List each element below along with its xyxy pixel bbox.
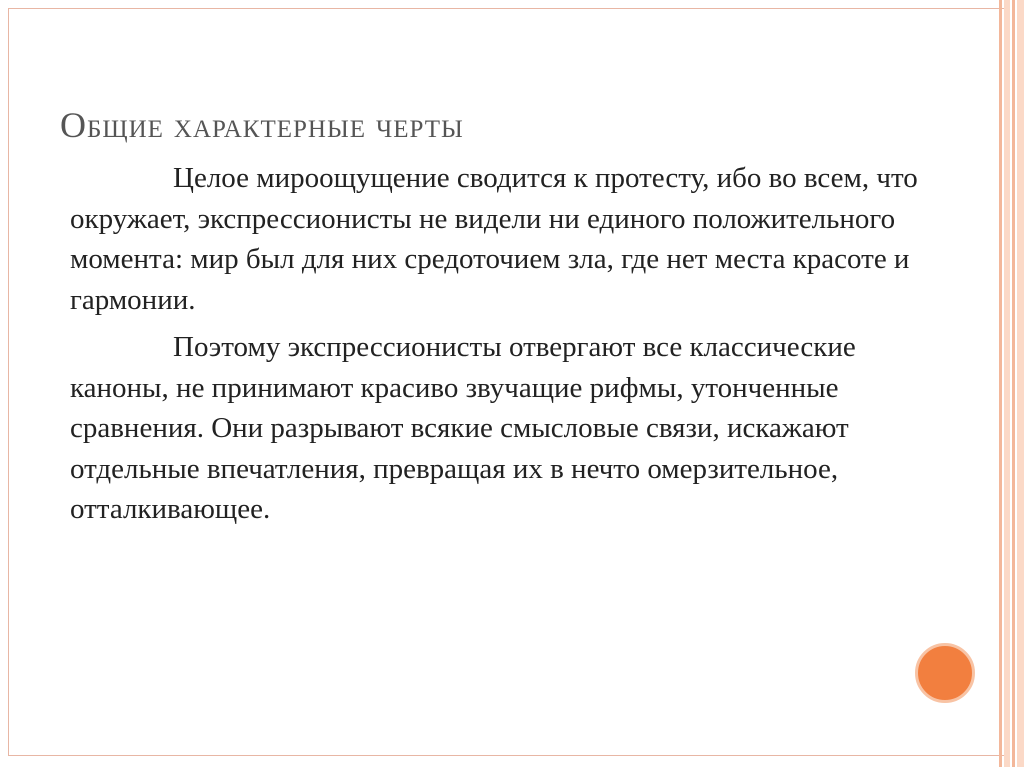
stripe xyxy=(1004,0,1010,767)
paragraph: Поэтому экспрессионисты отвергают все классические каноны, не принимают красиво звучащие рифмы, утонченные сравнения. Они разрывают всякие смысловые связи, искажают отдельные впечатления, превращая их в нечто омерзительное, отталкивающее. xyxy=(70,331,856,525)
stripe xyxy=(999,0,1002,767)
decorative-stripes xyxy=(994,0,1024,767)
slide-body xyxy=(70,158,950,537)
stripe xyxy=(1012,0,1015,767)
decorative-circle xyxy=(915,643,975,703)
paragraph: Целое мироощущение сводится к протесту, ибо во всем, что окружает, экспрессионисты не видели ни единого положительного момента: мир был для них средоточием зла, где нет места красоте и гармонии. xyxy=(70,162,918,316)
stripe xyxy=(1017,0,1024,767)
slide-title: Общие характерные черты xyxy=(60,105,464,145)
